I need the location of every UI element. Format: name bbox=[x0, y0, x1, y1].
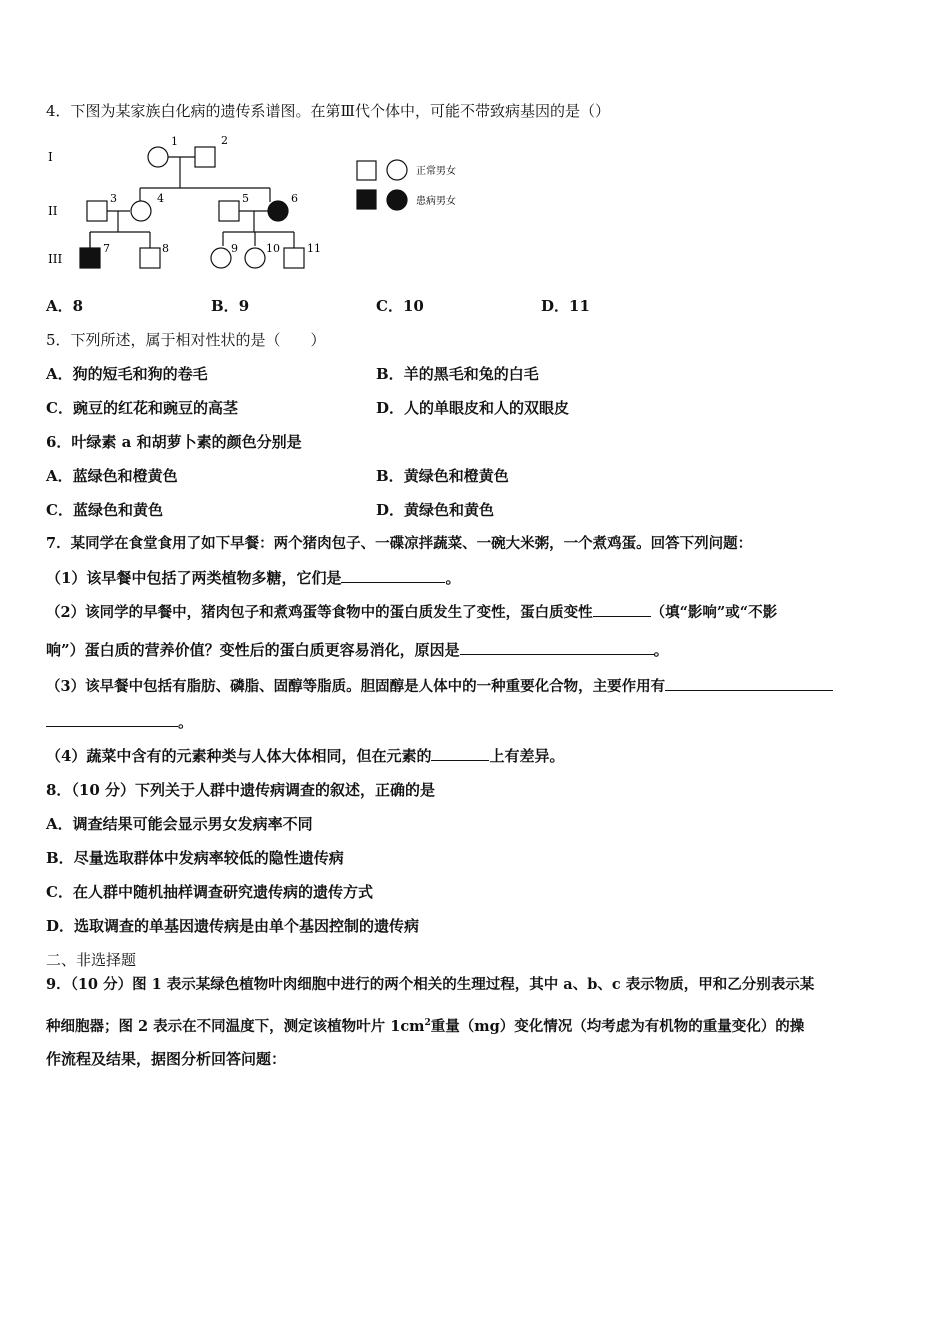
q7-part1-end: 。 bbox=[445, 569, 461, 587]
q7-part1-text: （1）该早餐中包括了两类植物多糖，它们是 bbox=[46, 569, 342, 587]
section-heading: 二、非选择题 bbox=[46, 951, 137, 969]
option-key: C． bbox=[46, 883, 73, 901]
q8-option-c[interactable] bbox=[46, 882, 373, 902]
legend-normal-female bbox=[387, 160, 407, 180]
option-key: B． bbox=[211, 297, 239, 315]
q7-part2-blank1[interactable] bbox=[593, 602, 651, 617]
option-key: D． bbox=[376, 399, 405, 417]
option-text: 豌豆的红花和豌豆的高茎 bbox=[72, 399, 238, 417]
option-key: C． bbox=[376, 297, 403, 315]
individual-7 bbox=[80, 248, 100, 268]
q5-option-c[interactable] bbox=[46, 398, 238, 418]
q4-option-d[interactable] bbox=[541, 296, 590, 316]
option-key: A． bbox=[46, 365, 73, 383]
q5-option-a[interactable] bbox=[46, 364, 208, 384]
q4-option-a[interactable] bbox=[46, 296, 83, 316]
number-9: 9 bbox=[231, 242, 238, 255]
q4-option-c[interactable] bbox=[376, 296, 424, 316]
generation-label-II: II bbox=[48, 204, 58, 218]
individual-11 bbox=[284, 248, 304, 268]
q9-line2-text: 种细胞器；图 2 表示在不同温度下，测定该植物叶片 1cm bbox=[46, 1017, 425, 1035]
individual-4 bbox=[131, 201, 151, 221]
option-text: 狗的短毛和狗的卷毛 bbox=[72, 365, 208, 383]
option-text: 人的单眼皮和人的双眼皮 bbox=[404, 399, 570, 417]
option-text: 8 bbox=[72, 297, 84, 315]
q7-part3-blank1[interactable] bbox=[665, 676, 833, 691]
individual-3 bbox=[87, 201, 107, 221]
number-2: 2 bbox=[221, 134, 228, 147]
q7-part2-end: 。 bbox=[653, 641, 669, 659]
option-text: 蓝绿色和橙黄色 bbox=[72, 467, 178, 485]
q4-option-b[interactable] bbox=[211, 296, 249, 316]
q8-stem: 8．（10 分）下列关于人群中遗传病调查的叙述，正确的是 bbox=[46, 781, 436, 799]
option-key: D． bbox=[541, 297, 570, 315]
option-key: B． bbox=[376, 365, 404, 383]
q7-part1 bbox=[46, 568, 460, 588]
q4-stem: 4．下图为某家族白化病的遗传系谱图。在第Ⅲ代个体中，可能不带致病基因的是（） bbox=[46, 102, 611, 120]
q7-part3-line1 bbox=[46, 676, 833, 697]
option-text: 蓝绿色和黄色 bbox=[72, 501, 163, 519]
option-text: 调查结果可能会显示男女发病率不同 bbox=[72, 815, 313, 833]
option-text: 黄绿色和黄色 bbox=[404, 501, 495, 519]
option-key: B． bbox=[46, 849, 74, 867]
q7-part4 bbox=[46, 746, 564, 766]
number-6: 6 bbox=[291, 192, 298, 205]
legend-normal-male bbox=[357, 161, 376, 180]
q9-superscript: 2 bbox=[424, 1018, 431, 1028]
number-10: 10 bbox=[266, 242, 280, 255]
q7-part2-text-2: 响”）蛋白质的营养价值？变性后的蛋白质更容易消化，原因是 bbox=[46, 641, 460, 659]
option-key: C． bbox=[46, 501, 73, 519]
option-text: 9 bbox=[238, 297, 250, 315]
q7-part4-blank[interactable] bbox=[431, 746, 489, 761]
individual-10 bbox=[245, 248, 265, 268]
number-1: 1 bbox=[171, 135, 178, 148]
legend-affected-label: 患病男女 bbox=[416, 196, 456, 207]
legend-affected-male bbox=[357, 190, 376, 209]
q6-option-d[interactable] bbox=[376, 500, 494, 520]
q6-option-b[interactable] bbox=[376, 466, 509, 486]
number-5: 5 bbox=[242, 192, 249, 205]
q7-part2-hint: （填“影响”或“不影 bbox=[650, 604, 778, 621]
option-text: 黄绿色和橙黄色 bbox=[403, 467, 509, 485]
individual-9 bbox=[211, 248, 231, 268]
option-text: 羊的黑毛和兔的白毛 bbox=[403, 365, 539, 383]
number-3: 3 bbox=[110, 192, 117, 205]
q6-stem: 6．叶绿素 a 和胡萝卜素的颜色分别是 bbox=[46, 433, 302, 451]
option-key: A． bbox=[46, 297, 73, 315]
legend-normal-label: 正常男女 bbox=[416, 166, 456, 177]
option-key: D． bbox=[46, 917, 75, 935]
option-key: C． bbox=[46, 399, 73, 417]
q7-part3-end: 。 bbox=[178, 713, 194, 731]
option-key: B． bbox=[376, 467, 404, 485]
individual-6 bbox=[268, 201, 288, 221]
option-key: A． bbox=[46, 467, 73, 485]
q7-part2-line2 bbox=[46, 640, 669, 660]
number-11: 11 bbox=[307, 242, 321, 255]
q9-line2 bbox=[46, 1013, 804, 1037]
q7-part4-text: （4）蔬菜中含有的元素种类与人体大体相同，但在元素的 bbox=[46, 747, 432, 765]
q9-line3: 作流程及结果，据图分析回答问题： bbox=[46, 1050, 287, 1068]
q5-stem: 5．下列所述，属于相对性状的是（ ） bbox=[46, 331, 326, 349]
individual-2 bbox=[195, 147, 215, 167]
individual-5 bbox=[219, 201, 239, 221]
q7-part2-text: （2）该同学的早餐中，猪肉包子和煮鸡蛋等食物中的蛋白质发生了变性，蛋白质变性 bbox=[46, 604, 593, 621]
option-text: 尽量选取群体中发病率较低的隐性遗传病 bbox=[73, 849, 344, 867]
legend-affected-female bbox=[387, 190, 407, 210]
number-7: 7 bbox=[103, 242, 110, 255]
individual-8 bbox=[140, 248, 160, 268]
q5-option-b[interactable] bbox=[376, 364, 539, 384]
q6-option-c[interactable] bbox=[46, 500, 163, 520]
q9-line1: 9．（10 分）图 1 表示某绿色植物叶肉细胞中进行的两个相关的生理过程，其中 a、b、c 表示物质，甲和乙分别表示某 bbox=[46, 976, 815, 993]
q7-part1-blank[interactable] bbox=[341, 568, 445, 583]
option-text: 10 bbox=[402, 297, 424, 315]
q7-part3-text: （3）该早餐中包括有脂肪、磷脂、固醇等脂质。胆固醇是人体中的一种重要化合物，主要作用有 bbox=[46, 678, 666, 695]
option-text: 在人群中随机抽样调查研究遗传病的遗传方式 bbox=[72, 883, 373, 901]
q7-part4-end: 上有差异。 bbox=[489, 747, 565, 765]
pedigree-chart bbox=[40, 130, 490, 280]
individual-1 bbox=[148, 147, 168, 167]
q7-part3-line2 bbox=[46, 712, 193, 732]
q5-option-d[interactable] bbox=[376, 398, 569, 418]
generation-label-I: I bbox=[48, 150, 53, 164]
q9-line2-text-2: 重量（mg）变化情况（均考虑为有机物的重量变化）的操 bbox=[430, 1017, 805, 1035]
option-text: 选取调查的单基因遗传病是由单个基因控制的遗传病 bbox=[74, 917, 420, 935]
q7-part2-blank2[interactable] bbox=[460, 640, 654, 655]
number-8: 8 bbox=[162, 242, 169, 255]
q7-stem: 7．某同学在食堂食用了如下早餐：两个猪肉包子、一碟凉拌蔬菜、一碗大米粥，一个煮鸡蛋。回答下列问题： bbox=[46, 535, 753, 552]
q8-option-a[interactable] bbox=[46, 814, 313, 834]
q8-option-b[interactable] bbox=[46, 848, 344, 868]
option-key: D． bbox=[376, 501, 405, 519]
number-4: 4 bbox=[157, 192, 164, 205]
q7-part2-line1 bbox=[46, 602, 777, 623]
option-key: A． bbox=[46, 815, 73, 833]
q7-part3-blank2[interactable] bbox=[46, 712, 178, 727]
q8-option-d[interactable] bbox=[46, 916, 419, 936]
option-text: 11 bbox=[569, 297, 590, 315]
generation-label-III: III bbox=[48, 252, 63, 266]
q6-option-a[interactable] bbox=[46, 466, 178, 486]
